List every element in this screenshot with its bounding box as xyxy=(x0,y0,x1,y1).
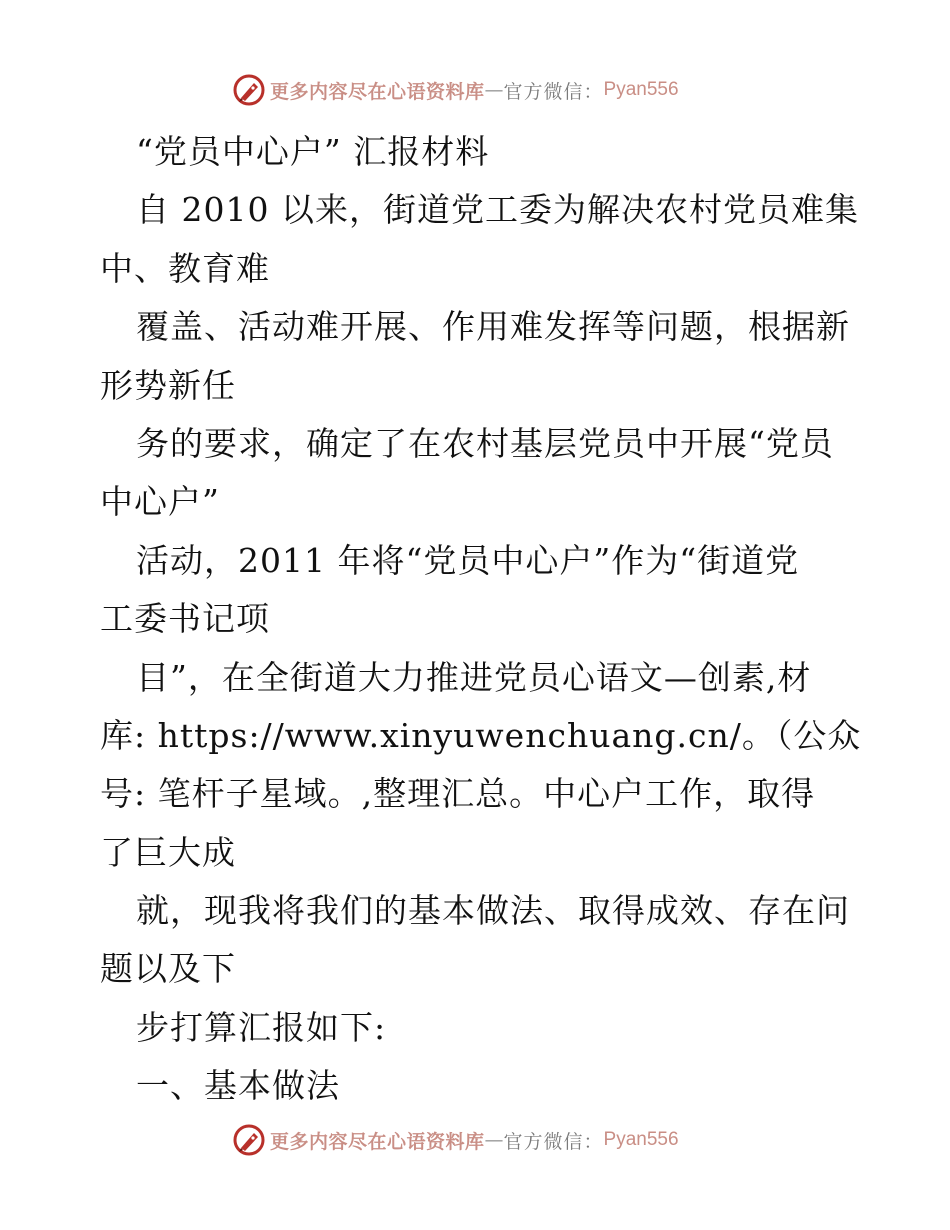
doc-line: 务的要求，确定了在农村基层党员中开展“党员 xyxy=(136,423,834,463)
document-body xyxy=(100,123,862,1116)
doc-line: 题以及下 xyxy=(100,949,236,989)
doc-line: 形势新任 xyxy=(100,365,236,405)
doc-line: 就，现我将我们的基本做法、取得成效、存在问 xyxy=(136,891,850,931)
banner-site-name: 更多内容尽在心语资料库 xyxy=(270,1130,485,1153)
doc-line-url: 库: https://www.xinyuwenchuang.cn/。（公众 xyxy=(100,715,862,755)
doc-line: 目”，在全街道大力推进党员心语文—创素,材 xyxy=(136,657,812,697)
banner-wechat-id: Pyan556 xyxy=(603,79,679,100)
banner-separator: — xyxy=(484,79,504,101)
doc-title-line: “党员中心户” 汇报材料 xyxy=(136,132,490,171)
pen-nib-logo-icon xyxy=(232,73,266,107)
doc-line: 号: 笔杆子星域。,整理汇总。中心户工作，取得 xyxy=(100,774,816,814)
doc-section-heading: 一、基本做法 xyxy=(136,1066,340,1106)
doc-line: 自 2010 以来，街道党工委为解决农村党员难集 xyxy=(136,190,859,230)
doc-line: 工委书记项 xyxy=(100,599,270,639)
doc-line: 活动，2011 年将“党员中心户”作为“街道党 xyxy=(136,540,800,580)
doc-line: 中、教育难 xyxy=(100,248,270,288)
banner-separator: — xyxy=(484,1129,504,1151)
header-watermark-banner xyxy=(232,70,679,110)
banner-site-name: 更多内容尽在心语资料库 xyxy=(270,80,485,103)
banner-wechat-label: 官方微信： xyxy=(503,80,604,103)
doc-line: 中心户” xyxy=(100,482,220,522)
footer-watermark-banner xyxy=(232,1120,679,1160)
doc-line: 覆盖、活动难开展、作用难发挥等问题，根据新 xyxy=(136,307,850,347)
pen-nib-logo-icon xyxy=(232,1123,266,1157)
banner-wechat-id: Pyan556 xyxy=(603,1129,679,1150)
doc-line: 步打算汇报如下: xyxy=(136,1007,387,1047)
doc-line: 了巨大成 xyxy=(100,832,236,872)
banner-wechat-label: 官方微信： xyxy=(503,1130,604,1153)
